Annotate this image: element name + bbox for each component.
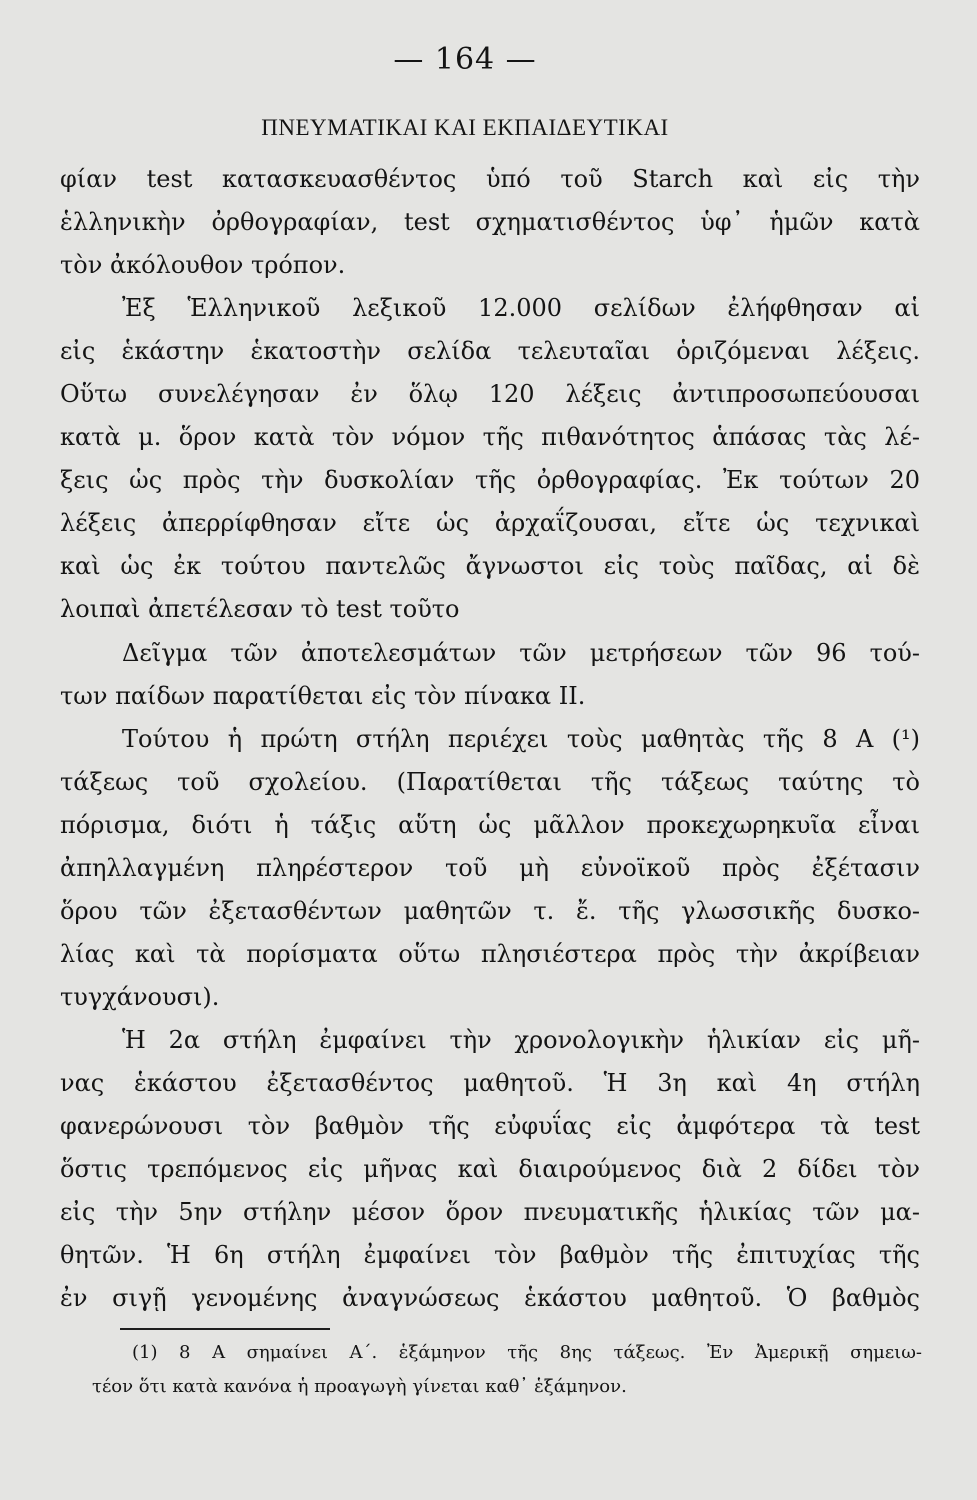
text-line: φανερώνουσι τὸν βαθμὸν τῆς εὐφυΐας εἰς ἀμφότερα τὰ test <box>60 1112 920 1141</box>
text-line: Τούτου ἡ πρώτη στήλη περιέχει τοὺς μαθητὰς τῆς 8 Α (¹) <box>122 724 920 753</box>
footnote-line: τέον ὅτι κατὰ κανόνα ἡ προαγωγὴ γίνεται καθ᾽ ἑξάμηνον. <box>92 1376 627 1397</box>
text-line: Οὕτω συνελέγησαν ἐν ὅλῳ 120 λέξεις ἀντιπροσωπεύουσαι <box>60 380 920 409</box>
text-line: ἑλληνικὴν ὀρθογραφίαν, test σχηματισθέντος ὑφ᾽ ἡμῶν κατὰ <box>60 208 920 237</box>
text-line: λίας καὶ τὰ πορίσματα οὕτω πλησιέστερα πρὸς τὴν ἀκρίβειαν <box>60 939 920 968</box>
text-line: τὸν ἀκόλουθον τρόπον. <box>60 251 346 280</box>
text-line: ἐν σιγῇ γενομένης ἀναγνώσεως ἑκάστου μαθητοῦ. Ὁ βαθμὸς <box>60 1284 920 1313</box>
text-line: των παίδων παρατίθεται εἰς τὸν πίνακα ΙΙ. <box>60 681 586 710</box>
body-text <box>60 158 920 1320</box>
running-title: ΠΝΕΥΜΑΤΙΚΑΙ ΚΑΙ ΕΚΠΑΙΔΕΥΤΙΚΑΙ <box>261 115 669 140</box>
text-line: ξεις ὡς πρὸς τὴν δυσκολίαν τῆς ὀρθογραφίας. Ἐκ τούτων 20 <box>60 466 920 495</box>
text-line: εἰς ἑκάστην ἑκατοστὴν σελίδα τελευταῖαι ὁριζόμεναι λέξεις. <box>60 337 920 366</box>
footnote <box>92 1336 922 1404</box>
text-line: Ἐξ Ἑλληνικοῦ λεξικοῦ 12.000 σελίδων ἐλήφθησαν αἱ <box>122 294 920 323</box>
text-line: εἰς τὴν 5ην στήλην μέσον ὅρον πνευματικῆς ἡλικίας τῶν μα- <box>60 1198 920 1227</box>
text-line: Δεῖγμα τῶν ἀποτελεσμάτων τῶν μετρήσεων τῶν 96 τού- <box>122 638 920 667</box>
text-line: τυγχάνουσι). <box>60 982 220 1011</box>
text-line: φίαν test κατασκευασθέντος ὑπό τοῦ Starch καὶ εἰς τὴν <box>60 165 920 193</box>
text-line: ὅρου τῶν ἐξετασθέντων μαθητῶν τ. ἔ. τῆς γλωσσικῆς δυσκο- <box>60 896 920 925</box>
text-line: Ἡ 2α στήλη ἐμφαίνει τὴν χρονολογικὴν ἡλικίαν εἰς μῆ- <box>122 1025 920 1054</box>
text-line: θητῶν. Ἡ 6η στήλη ἐμφαίνει τὸν βαθμὸν τῆς ἐπιτυχίας τῆς <box>60 1241 920 1270</box>
text-line: λοιπαὶ ἀπετέλεσαν τὸ test τοῦτο <box>60 595 460 624</box>
footnote-line: (1) 8 Α σημαίνει Α΄. ἑξάμηνον τῆς 8ης τάξεως. Ἐν Ἀμερικῇ σημειω- <box>132 1342 922 1363</box>
text-line: ἀπηλλαγμένη πληρέστερον τοῦ μὴ εὐνοϊκοῦ πρὸς ἐξέτασιν <box>60 853 920 882</box>
footnote-rule <box>120 1328 330 1330</box>
text-line: καὶ ὡς ἐκ τούτου παντελῶς ἄγνωστοι εἰς τοὺς παῖδας, αἱ δὲ <box>60 552 920 581</box>
text-line: ὅστις τρεπόμενος εἰς μῆνας καὶ διαιρούμενος διὰ 2 δίδει τὸν <box>60 1155 920 1184</box>
text-line: λέξεις ἀπερρίφθησαν εἴτε ὡς ἀρχαΐζουσαι, εἴτε ὡς τεχνικαὶ <box>60 509 920 538</box>
text-line: πόρισμα, διότι ἡ τάξις αὕτη ὡς μᾶλλον προκεχωρηκυῖα εἶναι <box>60 810 920 839</box>
text-line: τάξεως τοῦ σχολείου. (Παρατίθεται τῆς τάξεως ταύτης τὸ <box>60 767 920 796</box>
text-line: νας ἑκάστου ἐξετασθέντος μαθητοῦ. Ἡ 3η καὶ 4η στήλη <box>60 1068 920 1097</box>
text-line: κατὰ μ. ὅρον κατὰ τὸν νόμον τῆς πιθανότητος ἁπάσας τὰς λέ- <box>60 423 920 452</box>
page-number: — 164 — <box>393 42 537 77</box>
